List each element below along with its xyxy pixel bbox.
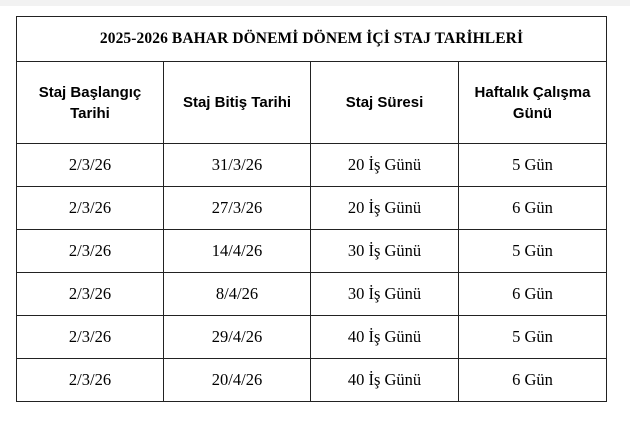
header-end-date — [164, 62, 311, 144]
header-duration — [311, 62, 459, 144]
table-row — [17, 359, 607, 402]
table-row — [17, 144, 607, 187]
duration-cell: 30 İş Günü — [311, 273, 459, 316]
duration-cell: 20 İş Günü — [311, 187, 459, 230]
end-date-cell: 31/3/26 — [164, 144, 311, 187]
table-title: 2025-2026 BAHAR DÖNEMİ DÖNEM İÇİ STAJ TARİHLERİ — [17, 17, 607, 62]
weekly-days-cell: 6 Gün — [459, 359, 607, 402]
header-start-date — [17, 62, 164, 144]
internship-dates-table — [16, 16, 607, 402]
header-duration-label: Staj Süresi — [345, 94, 424, 111]
table-row — [17, 316, 607, 359]
start-date-cell: 2/3/26 — [17, 359, 164, 402]
table-row — [17, 273, 607, 316]
header-weekly-days-label: Haftalık Çalışma Günü — [474, 83, 591, 122]
top-strip — [0, 0, 630, 6]
weekly-days-cell: 5 Gün — [459, 230, 607, 273]
duration-cell: 40 İş Günü — [311, 359, 459, 402]
end-date-cell: 14/4/26 — [164, 230, 311, 273]
duration-cell: 30 İş Günü — [311, 230, 459, 273]
weekly-days-cell: 6 Gün — [459, 273, 607, 316]
start-date-cell: 2/3/26 — [17, 273, 164, 316]
table-row — [17, 230, 607, 273]
duration-cell: 40 İş Günü — [311, 316, 459, 359]
weekly-days-cell: 5 Gün — [459, 144, 607, 187]
title-row — [17, 17, 607, 62]
header-row — [17, 62, 607, 144]
start-date-cell: 2/3/26 — [17, 230, 164, 273]
start-date-cell: 2/3/26 — [17, 187, 164, 230]
start-date-cell: 2/3/26 — [17, 144, 164, 187]
table-row — [17, 187, 607, 230]
header-start-date-label: Staj Başlangıç Tarihi — [38, 83, 142, 122]
header-end-date-label: Staj Bitiş Tarihi — [182, 94, 292, 111]
weekly-days-cell: 5 Gün — [459, 316, 607, 359]
duration-cell: 20 İş Günü — [311, 144, 459, 187]
end-date-cell: 20/4/26 — [164, 359, 311, 402]
end-date-cell: 29/4/26 — [164, 316, 311, 359]
header-weekly-days — [459, 62, 607, 144]
end-date-cell: 8/4/26 — [164, 273, 311, 316]
weekly-days-cell: 6 Gün — [459, 187, 607, 230]
start-date-cell: 2/3/26 — [17, 316, 164, 359]
end-date-cell: 27/3/26 — [164, 187, 311, 230]
